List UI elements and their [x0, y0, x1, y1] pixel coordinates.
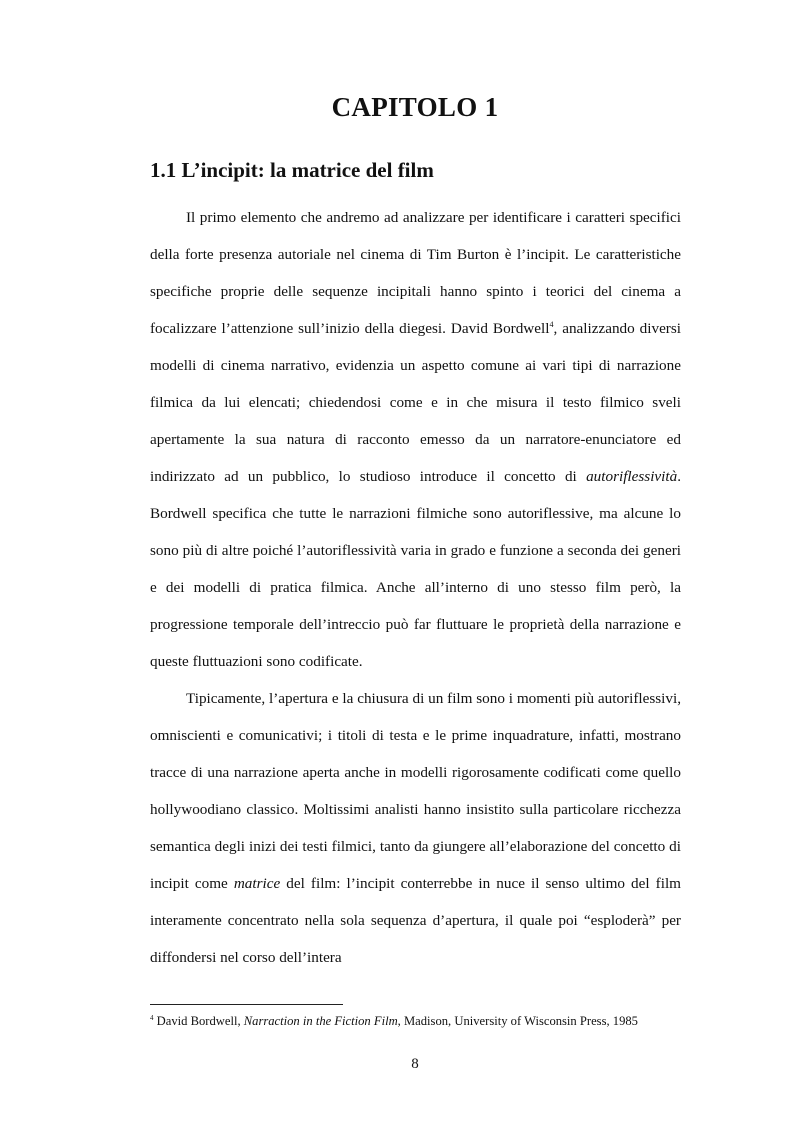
footnote-divider — [150, 1004, 343, 1005]
paragraph-1-text-c: . Bordwell specifica che tutte le narrazioni filmiche sono autoriflessive, ma alcune lo sono più di altre poiché l’autoriflessività varia in grado e funzione a seconda dei generi e dei modelli di pratica filmica. Anche all’interno di uno stesso film però, la progressione temporale dell’intreccio può far fluttuare le proprietà della narrazione e queste fluttuazioni sono codificate. — [150, 468, 681, 670]
paragraph-2-text-a: Tipicamente, l’apertura e la chiusura di un film sono i momenti più autoriflessivi, omniscienti e comunicativi; i titoli di testa e le prime inquadrature, infatti, mostrano tracce di una narrazione aperta anche in modelli rigorosamente codificati come quello hollywoodiano classico. Moltissimi analisti hanno insistito sulla particolare ricchezza semantica degli inizi dei testi filmici, tanto da giungere all’elaborazione del concetto di incipit come — [150, 690, 681, 892]
paragraph-2-text-b: del film: l’incipit conterrebbe in nuce il senso ultimo del film interamente concentrato nella sola sequenza d’apertura, il quale poi “esploderà” per diffondersi nel corso dell’intera — [150, 875, 681, 966]
footnote-author: David Bordwell, — [153, 1014, 244, 1028]
paragraph-1-text-b: , analizzando diversi modelli di cinema narrativo, evidenzia un aspetto comune ai vari tipi di narrazione filmica da lui elencati; chiedendosi come e in che misura il testo filmico sveli apertamente la sua natura di racconto emesso da un narratore-enunciatore ed indirizzato ad un pubblico, lo studioso introduce il concetto di — [150, 320, 681, 485]
footnote-reference[interactable]: 4 — [549, 320, 554, 329]
body-text — [150, 199, 681, 976]
page-number: 8 — [411, 1056, 419, 1072]
footnote-book-title: Narraction in the Fiction Film — [243, 1014, 398, 1028]
paragraph-1 — [150, 199, 681, 680]
footnote — [150, 1013, 710, 1029]
paragraph-2-emphasis: matrice — [233, 875, 281, 892]
paragraph-1-emphasis: autoriflessività — [586, 468, 678, 485]
footnote-publication: , Madison, University of Wisconsin Press, 1985 — [397, 1014, 638, 1028]
paragraph-2 — [150, 680, 681, 976]
footnote-number: 4 — [150, 1014, 154, 1022]
chapter-title: CAPITOLO 1 — [331, 92, 499, 122]
paragraph-1-text-a: Il primo elemento che andremo ad analizzare per identificare i caratteri specifici della forte presenza autoriale nel cinema di Tim Burton è l’incipit. Le caratteristiche specifiche proprie delle sequenze incipitali hanno spinto i teorici del cinema a focalizzare l’attenzione sull’inizio della diegesi. David Bordwell — [150, 209, 681, 337]
section-heading: 1.1 L’incipit: la matrice del film — [150, 158, 434, 182]
